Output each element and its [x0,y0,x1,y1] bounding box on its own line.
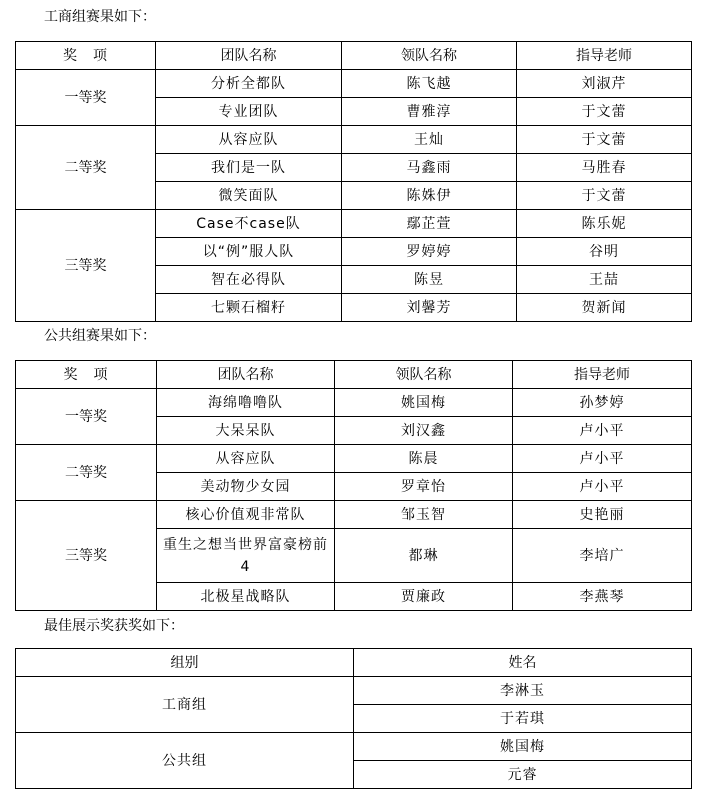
header-leader-name: 领队名称 [342,42,517,70]
group-cell: 公共组 [16,733,354,789]
winner-name-cell: 姚国梅 [354,733,692,761]
advisor-cell: 卢小平 [513,445,692,473]
team-name-cell: 从容应队 [156,126,342,154]
team-name-cell: 海绵噜噜队 [157,389,335,417]
team-name-cell: 七颗石榴籽 [156,294,342,322]
table-header-row [16,361,692,389]
leader-name-cell: 罗婷婷 [342,238,517,266]
leader-name-cell: 陈昱 [342,266,517,294]
table-row [16,677,692,705]
advisor-cell: 李培广 [513,529,692,583]
table-header-row [16,42,692,70]
leader-name-cell: 贾廉政 [335,583,513,611]
team-name-cell: 核心价值观非常队 [157,501,335,529]
table-row [16,126,692,154]
best-display-heading: 最佳展示奖获奖如下： [44,618,184,634]
leader-name-cell: 陈晨 [335,445,513,473]
leader-name-cell: 刘馨芳 [342,294,517,322]
gonggong-heading: 公共组赛果如下： [44,328,156,344]
award-cell: 三等奖 [16,210,156,322]
advisor-cell: 李燕琴 [513,583,692,611]
header-award: 奖 项 [16,361,157,389]
table-header-row [16,649,692,677]
advisor-cell: 史艳丽 [513,501,692,529]
award-cell: 二等奖 [16,126,156,210]
award-cell: 三等奖 [16,501,157,611]
advisor-cell: 于文蕾 [517,126,692,154]
team-name-cell: 以“例”服人队 [156,238,342,266]
leader-name-cell: 马鑫雨 [342,154,517,182]
table-row [16,70,692,98]
advisor-cell: 卢小平 [513,417,692,445]
header-team-name: 团队名称 [156,42,342,70]
advisor-cell: 陈乐妮 [517,210,692,238]
header-advisor: 指导老师 [513,361,692,389]
team-name-cell: 分析全都队 [156,70,342,98]
table-row [16,733,692,761]
team-name-cell: 大呆呆队 [157,417,335,445]
team-name-cell: 北极星战略队 [157,583,335,611]
leader-name-cell: 都琳 [335,529,513,583]
award-cell: 一等奖 [16,70,156,126]
table-row [16,210,692,238]
gongshang-results-table [15,41,692,322]
gonggong-results-table [15,360,692,611]
team-name-cell: 我们是一队 [156,154,342,182]
leader-name-cell: 鄢芷萱 [342,210,517,238]
advisor-cell: 马胜春 [517,154,692,182]
advisor-cell: 王喆 [517,266,692,294]
leader-name-cell: 曹雅淳 [342,98,517,126]
team-name-cell: 美动物少女园 [157,473,335,501]
best-display-table [15,648,692,789]
team-name-cell: 重生之想当世界富豪榜前4 [157,529,335,583]
team-name-cell: 智在必得队 [156,266,342,294]
advisor-cell: 于文蕾 [517,182,692,210]
table-row [16,389,692,417]
advisor-cell: 于文蕾 [517,98,692,126]
gongshang-heading: 工商组赛果如下： [44,9,156,25]
winner-name-cell: 于若琪 [354,705,692,733]
group-cell: 工商组 [16,677,354,733]
advisor-cell: 刘淑芹 [517,70,692,98]
leader-name-cell: 罗章怡 [335,473,513,501]
advisor-cell: 谷明 [517,238,692,266]
team-name-cell: 微笑面队 [156,182,342,210]
table-row [16,445,692,473]
advisor-cell: 孙梦婷 [513,389,692,417]
header-group: 组别 [16,649,354,677]
leader-name-cell: 刘汉鑫 [335,417,513,445]
header-advisor: 指导老师 [517,42,692,70]
winner-name-cell: 李淋玉 [354,677,692,705]
award-cell: 一等奖 [16,389,157,445]
advisor-cell: 贺新闻 [517,294,692,322]
award-cell: 二等奖 [16,445,157,501]
table-row [16,501,692,529]
leader-name-cell: 邹玉智 [335,501,513,529]
header-leader-name: 领队名称 [335,361,513,389]
leader-name-cell: 陈姝伊 [342,182,517,210]
team-name-cell: Case不case队 [156,210,342,238]
leader-name-cell: 王灿 [342,126,517,154]
advisor-cell: 卢小平 [513,473,692,501]
winner-name-cell: 元睿 [354,761,692,789]
header-name: 姓名 [354,649,692,677]
leader-name-cell: 姚国梅 [335,389,513,417]
team-name-cell: 专业团队 [156,98,342,126]
header-team-name: 团队名称 [157,361,335,389]
leader-name-cell: 陈飞越 [342,70,517,98]
header-award: 奖 项 [16,42,156,70]
team-name-cell: 从容应队 [157,445,335,473]
